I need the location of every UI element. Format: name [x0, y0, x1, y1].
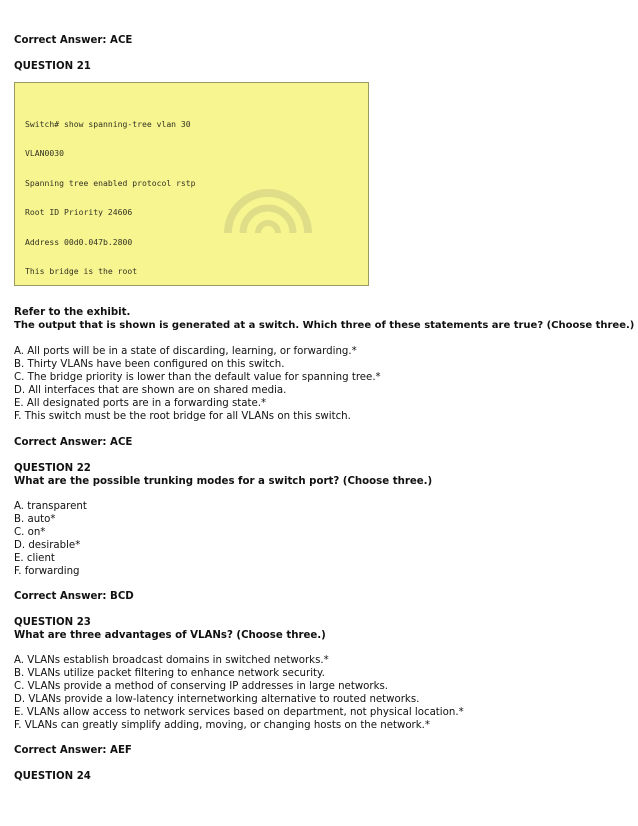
- question-21-stem: The output that is shown is generated at a switch. Which three of these statements are true? (Choose three.): [14, 320, 635, 331]
- option-f: F. forwarding: [14, 566, 80, 577]
- option-b: B. Thirty VLANs have been configured on this switch.: [14, 359, 285, 370]
- question-23-stem: What are three advantages of VLANs? (Choose three.): [14, 630, 326, 641]
- option-d: D. VLANs provide a low-latency internetworking alternative to routed networks.: [14, 694, 420, 705]
- exhibit-line: Address 00d0.047b.2800: [25, 236, 133, 247]
- question-22-title: QUESTION 22: [14, 463, 91, 474]
- exhibit-terminal-output: [25, 100, 313, 286]
- option-c: C. VLANs provide a method of conserving IP addresses in large networks.: [14, 681, 389, 692]
- previous-correct-answer: Correct Answer: ACE: [14, 35, 133, 46]
- question-21-title: QUESTION 21: [14, 61, 91, 72]
- exhibit-image: [14, 82, 369, 286]
- question-21-stem-refer: Refer to the exhibit.: [14, 307, 131, 318]
- question-22-stem: What are the possible trunking modes for a switch port? (Choose three.): [14, 476, 433, 487]
- exhibit-line: This bridge is the root: [25, 266, 138, 277]
- option-e: E. All designated ports are in a forwarding state.*: [14, 398, 267, 409]
- question-23-title: QUESTION 23: [14, 617, 91, 628]
- option-b: B. auto*: [14, 514, 56, 525]
- option-c: C. The bridge priority is lower than the default value for spanning tree.*: [14, 372, 381, 383]
- option-a: A. All ports will be in a state of discarding, learning, or forwarding.*: [14, 346, 357, 357]
- question-22-correct-answer: Correct Answer: BCD: [14, 591, 134, 602]
- option-c: C. on*: [14, 527, 46, 538]
- option-a: A. transparent: [14, 501, 87, 512]
- option-f: F. This switch must be the root bridge for all VLANs on this switch.: [14, 411, 351, 422]
- exhibit-line: VLAN0030: [25, 148, 64, 159]
- option-d: D. desirable*: [14, 540, 81, 551]
- question-21-correct-answer: Correct Answer: ACE: [14, 437, 133, 448]
- exhibit-line: Spanning tree enabled protocol rstp: [25, 177, 196, 188]
- question-24-title: QUESTION 24: [14, 771, 91, 782]
- option-a: A. VLANs establish broadcast domains in switched networks.*: [14, 655, 329, 666]
- option-e: E. client: [14, 553, 55, 564]
- exhibit-line: Root ID Priority 24606: [25, 207, 133, 218]
- option-b: B. VLANs utilize packet filtering to enhance network security.: [14, 668, 325, 679]
- exhibit-line: Switch# show spanning-tree vlan 30: [25, 118, 191, 129]
- question-23-correct-answer: Correct Answer: AEF: [14, 745, 132, 756]
- option-f: F. VLANs can greatly simplify adding, moving, or changing hosts on the network.*: [14, 720, 430, 731]
- option-e: E. VLANs allow access to network services based on department, not physical location.*: [14, 707, 464, 718]
- option-d: D. All interfaces that are shown are on shared media.: [14, 385, 287, 396]
